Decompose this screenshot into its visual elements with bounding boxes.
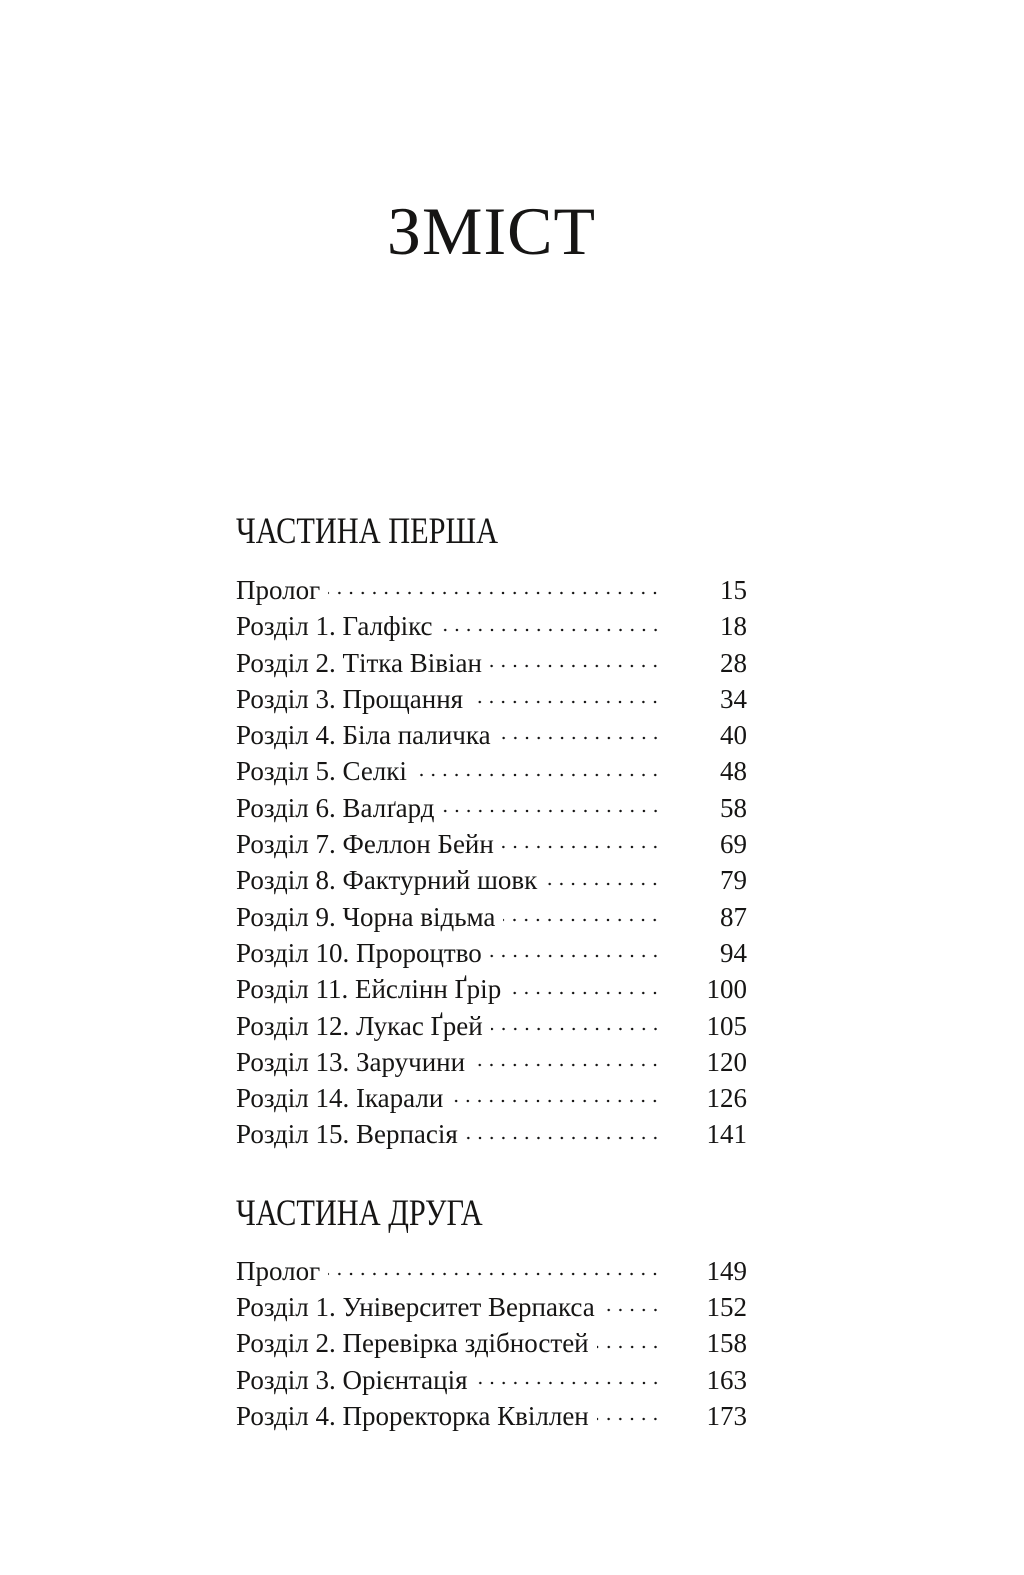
toc-entry[interactable]	[236, 971, 747, 1007]
toc-entry-label: Розділ 13. Заручини	[236, 1046, 466, 1077]
toc-entry-page-number: 58	[720, 792, 747, 823]
toc-entry[interactable]	[236, 717, 747, 753]
dot-leader	[476, 1362, 661, 1398]
dot-leader	[503, 899, 661, 935]
toc-section	[236, 1192, 747, 1434]
toc-entry[interactable]	[236, 862, 747, 898]
toc-entry-label: Пролог	[236, 1255, 321, 1286]
toc-entry[interactable]	[236, 1044, 747, 1080]
toc-section	[236, 513, 747, 1153]
section-heading: ЧАСТИНА ПЕРША	[236, 511, 499, 552]
dot-leader	[491, 1008, 661, 1044]
toc-entry-page-number: 152	[706, 1292, 747, 1323]
dot-leader	[603, 1289, 661, 1325]
toc-entry-page-number: 158	[706, 1328, 747, 1359]
toc-entry[interactable]	[236, 1116, 747, 1152]
toc-entry-label: Розділ 9. Чорна відьма	[236, 901, 496, 932]
dot-leader	[502, 826, 661, 862]
toc-entry-label: Пролог	[236, 575, 321, 605]
dot-leader	[415, 753, 661, 789]
toc-entry-label: Розділ 2. Перевірка здібностей	[236, 1328, 589, 1359]
toc-entry-label: Розділ 4. Біла паличка	[236, 720, 491, 751]
dot-leader	[490, 645, 661, 681]
dot-leader	[451, 1080, 661, 1116]
toc-entry[interactable]	[236, 826, 747, 862]
toc-entry[interactable]	[236, 645, 747, 681]
toc-entry-page-number: 15	[720, 575, 747, 605]
toc-content-column	[236, 0, 747, 1434]
toc-entry-page-number: 87	[720, 901, 747, 932]
page-title: ЗМІСТ	[386, 193, 597, 269]
toc-entry-label: Розділ 1. Університет Верпакса	[236, 1292, 595, 1323]
dot-leader	[499, 717, 661, 753]
dot-leader	[328, 572, 661, 608]
toc-entry[interactable]	[236, 935, 747, 971]
toc-entry-label: Розділ 2. Тітка Вівіан	[236, 647, 482, 678]
toc-entry[interactable]	[236, 899, 747, 935]
toc-entry-page-number: 40	[720, 720, 747, 751]
toc-entry-page-number: 163	[706, 1364, 747, 1395]
toc-entry-label: Розділ 4. Проректорка Квіллен	[236, 1400, 589, 1431]
toc-entry-page-number: 34	[720, 683, 747, 714]
toc-entry[interactable]	[236, 608, 747, 644]
toc-entry-page-number: 100	[706, 974, 747, 1005]
toc-entry[interactable]	[236, 572, 747, 608]
toc-entry-page-number: 48	[720, 756, 747, 787]
toc-entry[interactable]	[236, 1008, 747, 1044]
toc-entry[interactable]	[236, 1080, 747, 1116]
dot-leader	[490, 935, 661, 971]
toc-entry[interactable]	[236, 1289, 747, 1325]
toc-entry[interactable]	[236, 1362, 747, 1398]
toc-entry-label: Розділ 8. Фактурний шовк	[236, 865, 538, 896]
section-entries	[236, 572, 747, 1153]
toc-entry-page-number: 105	[706, 1010, 747, 1041]
section-heading: ЧАСТИНА ДРУГА	[236, 1192, 483, 1234]
dot-leader	[471, 681, 661, 717]
toc-entry-label: Розділ 12. Лукас Ґрей	[236, 1010, 483, 1041]
toc-entry-label: Розділ 14. Ікарали	[236, 1083, 444, 1114]
toc-entry[interactable]	[236, 1325, 747, 1361]
toc-entry[interactable]	[236, 753, 747, 789]
dot-leader	[597, 1398, 661, 1434]
dot-leader	[466, 1116, 661, 1152]
toc-entry-label: Розділ 5. Селкі	[236, 756, 407, 787]
toc-entry-label: Розділ 11. Ейслінн Ґрір	[236, 974, 502, 1005]
toc-entry-label: Розділ 7. Феллон Бейн	[236, 829, 494, 860]
toc-entry-label: Розділ 3. Орієнтація	[236, 1364, 468, 1395]
dot-leader	[473, 1044, 661, 1080]
toc-sections	[236, 513, 747, 1434]
toc-entry-page-number: 141	[706, 1119, 747, 1150]
toc-entry-page-number: 69	[720, 829, 747, 860]
toc-entry-label: Розділ 3. Прощання	[236, 683, 464, 714]
toc-entry[interactable]	[236, 681, 747, 717]
toc-entry-label: Розділ 6. Валґард	[236, 792, 435, 823]
toc-entry[interactable]	[236, 1253, 747, 1289]
dot-leader	[441, 608, 661, 644]
toc-entry-label: Розділ 10. Пророцтво	[236, 937, 482, 968]
toc-entry-page-number: 18	[720, 611, 747, 642]
dot-leader	[443, 790, 661, 826]
section-entries	[236, 1253, 747, 1434]
toc-entry-page-number: 79	[720, 865, 747, 896]
toc-entry[interactable]	[236, 790, 747, 826]
toc-entry-page-number: 173	[706, 1400, 747, 1431]
toc-entry-label: Розділ 1. Галфікс	[236, 611, 433, 642]
toc-entry-label: Розділ 15. Верпасія	[236, 1119, 458, 1150]
toc-entry[interactable]	[236, 1398, 747, 1434]
toc-entry-page-number: 94	[720, 937, 747, 968]
dot-leader	[509, 971, 661, 1007]
toc-entry-page-number: 120	[706, 1046, 747, 1077]
toc-entry-page-number: 149	[706, 1255, 747, 1286]
toc-entry-page-number: 28	[720, 647, 747, 678]
dot-leader	[328, 1253, 661, 1289]
dot-leader	[597, 1325, 661, 1361]
toc-entry-page-number: 126	[706, 1083, 747, 1114]
dot-leader	[545, 862, 661, 898]
